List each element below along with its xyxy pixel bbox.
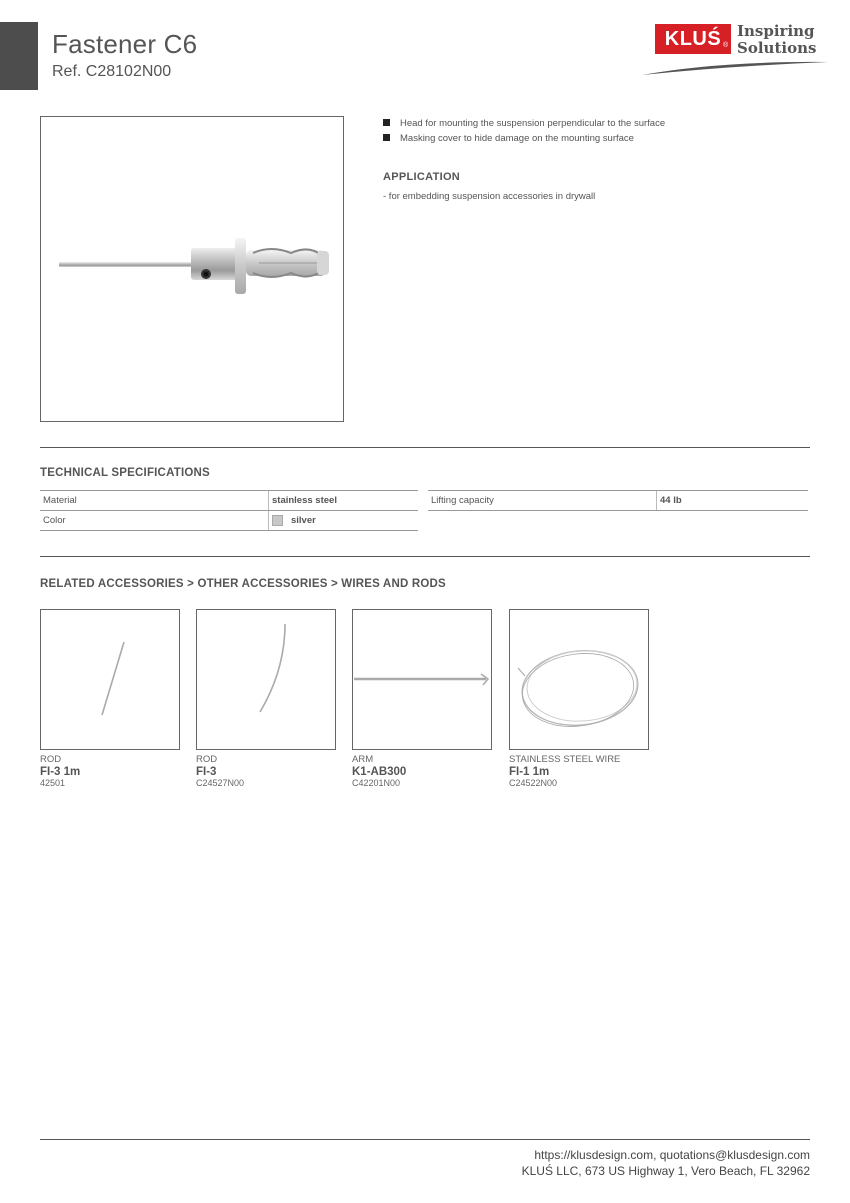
product-reference: Ref. C28102N00: [52, 63, 172, 80]
feature-item: [383, 117, 665, 132]
accessory-image: [196, 609, 336, 750]
divider: [40, 447, 810, 448]
feature-list: [383, 117, 665, 147]
curved-rod-image-icon: [197, 610, 335, 749]
logo-brand: KLUŚ: [664, 28, 722, 50]
spec-row-lifting-capacity: [428, 491, 808, 511]
accessory-image: [352, 609, 492, 750]
spec-label: Material: [40, 491, 269, 511]
logo-registered-mark: ®: [723, 42, 729, 49]
spec-label: Lifting capacity: [428, 491, 657, 511]
spec-row-material: [40, 491, 418, 511]
accessory-category: ARM: [352, 754, 374, 765]
spec-value: 44 lb: [657, 491, 809, 511]
accessory-card[interactable]: [40, 609, 180, 788]
page-title: Fastener C6: [52, 29, 198, 59]
logo-brand-box: [655, 24, 731, 54]
accessory-image: [509, 609, 649, 750]
accessory-name: K1-AB300: [352, 766, 407, 778]
tech-specs-heading: TECHNICAL SPECIFICATIONS: [40, 467, 210, 479]
application-heading: APPLICATION: [383, 171, 461, 183]
accessory-image: [40, 609, 180, 750]
feature-text: Masking cover to hide damage on the mounting surface: [400, 133, 634, 144]
accessory-card[interactable]: [509, 609, 649, 788]
footer-address: KLUŚ LLC, 673 US Highway 1, Vero Beach, FL 32962: [521, 1164, 810, 1178]
product-image: [40, 116, 344, 422]
spec-table-left: [40, 490, 418, 531]
footer-divider: [40, 1139, 810, 1140]
spec-value-color: [269, 511, 419, 531]
accessories-heading: RELATED ACCESSORIES > OTHER ACCESSORIES > WIRES AND RODS: [40, 578, 446, 590]
logo-tagline-2: Solutions: [737, 39, 817, 57]
spec-value: silver: [291, 515, 316, 526]
accessory-code: C42201N00: [352, 778, 401, 788]
accessory-card[interactable]: [352, 609, 492, 788]
spec-label: Color: [40, 511, 269, 531]
color-swatch: [272, 515, 283, 526]
fastener-image-icon: [41, 117, 343, 421]
spec-row-color: [40, 511, 418, 531]
bullet-square-icon: [383, 134, 390, 141]
application-text: - for embedding suspension accessories in drywall: [383, 191, 596, 202]
accessory-name: FI-3 1m: [40, 766, 81, 778]
spec-value: stainless steel: [269, 491, 419, 511]
corner-block: [0, 22, 38, 90]
wire-coil-image-icon: [510, 610, 648, 749]
accessory-code: C24527N00: [196, 778, 245, 788]
spec-table-right: [428, 490, 808, 511]
feature-item: [383, 132, 665, 147]
accessory-category: ROD: [40, 754, 62, 765]
arm-image-icon: [353, 610, 491, 749]
klus-logo: [655, 22, 830, 78]
divider: [40, 556, 810, 557]
rod-image-icon: [41, 610, 179, 749]
accessory-code: C24522N00: [509, 778, 558, 788]
footer-contact[interactable]: https://klusdesign.com, quotations@klusdesign.com: [534, 1148, 810, 1162]
accessory-category: STAINLESS STEEL WIRE: [509, 754, 621, 765]
accessory-category: ROD: [196, 754, 218, 765]
feature-text: Head for mounting the suspension perpendicular to the surface: [400, 118, 666, 129]
accessory-card[interactable]: [196, 609, 336, 788]
logo-swoosh-icon: [640, 58, 830, 78]
accessory-code: 42501: [40, 778, 66, 788]
bullet-square-icon: [383, 119, 390, 126]
accessory-name: FI-3: [196, 766, 217, 778]
accessory-name: FI-1 1m: [509, 766, 550, 778]
logo-tagline-1: Inspiring: [737, 22, 815, 40]
